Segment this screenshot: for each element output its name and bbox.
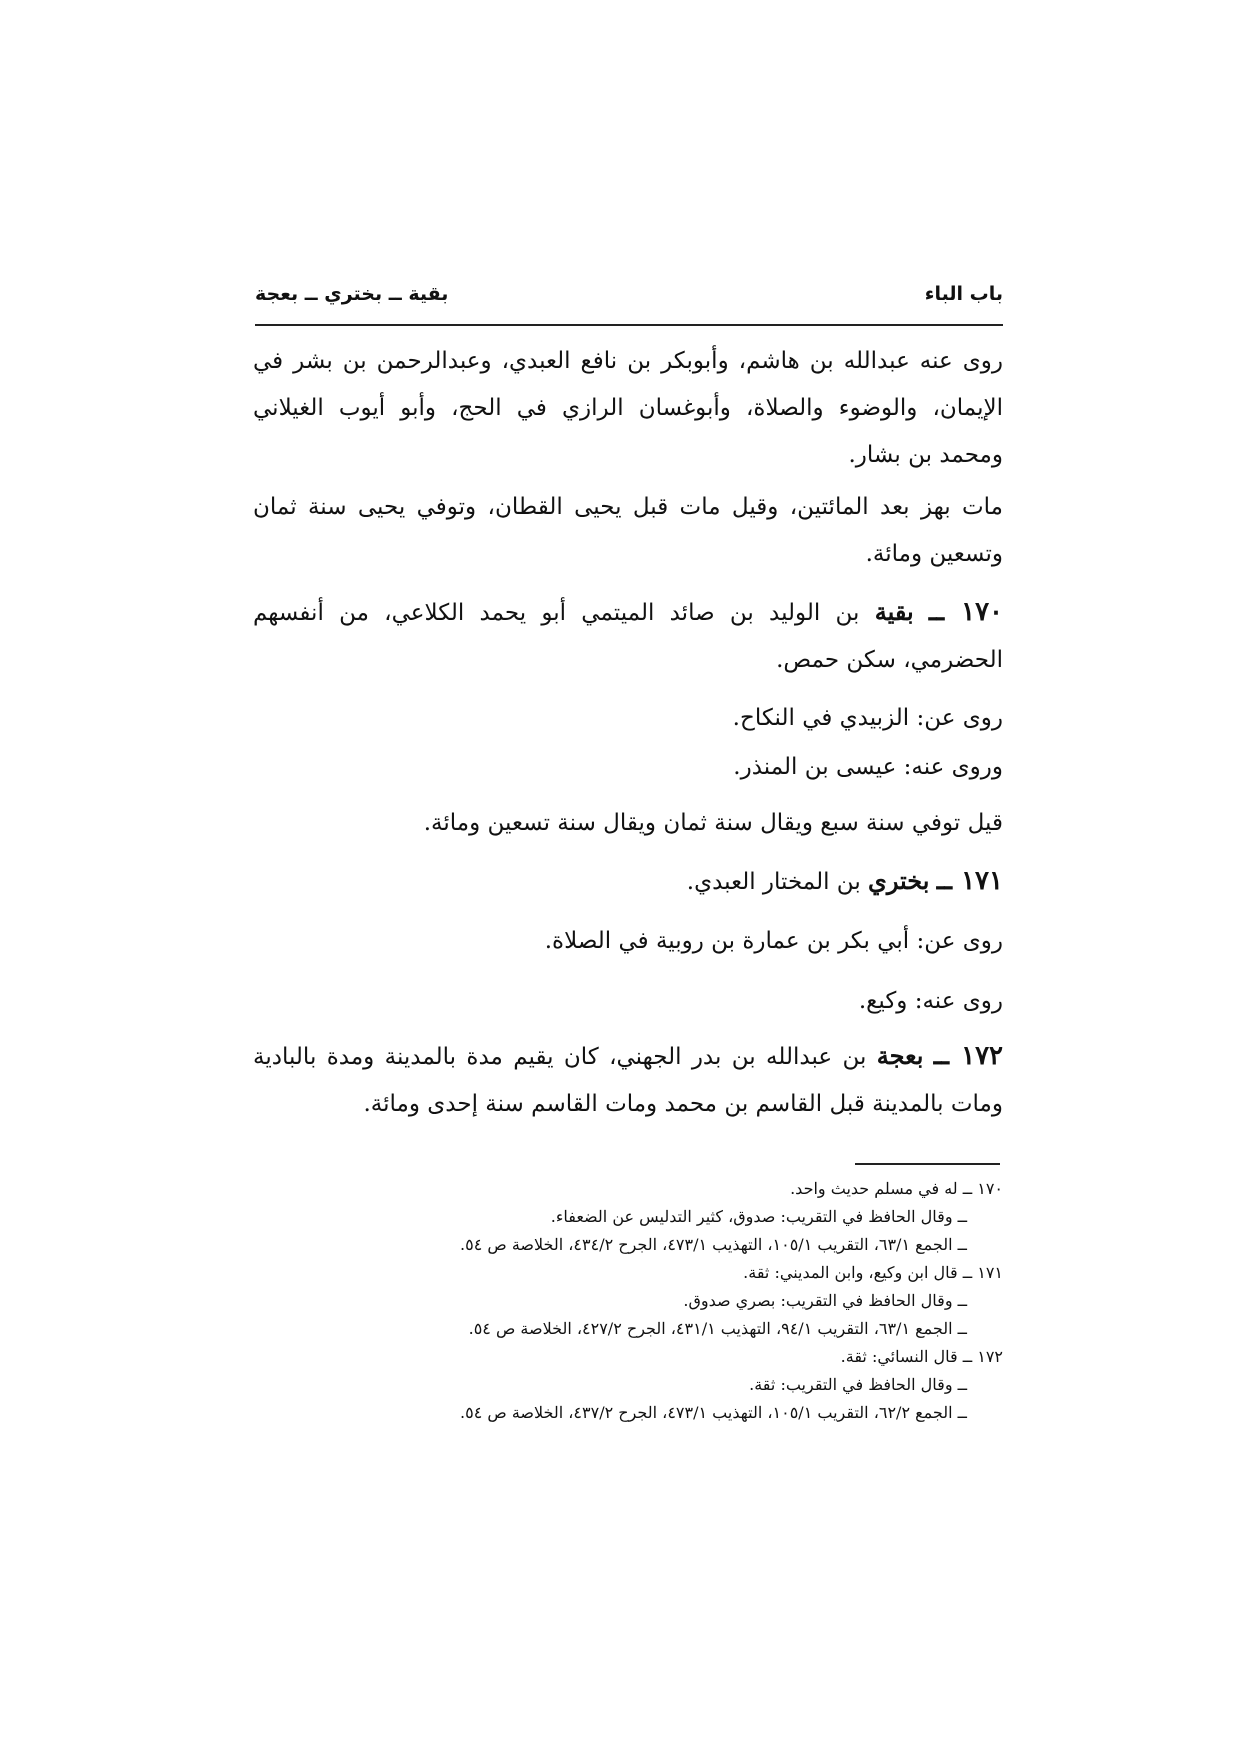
entry-number: ١٧٠ ــ bbox=[928, 597, 1004, 627]
entry-170-narrated-by: وروى عنه: عيسى بن المنذر. bbox=[733, 754, 1003, 780]
entry-171-narrated-from: روى عن: أبي بكر بن عمارة بن روبية في الصلاة. bbox=[544, 928, 1003, 954]
entry-171-narrated-by: روى عنه: وكيع. bbox=[858, 988, 1003, 1014]
running-header bbox=[255, 283, 1003, 323]
entry-number: ١٧١ ــ bbox=[936, 866, 1003, 896]
page-topic-title: بقية ــ بختري ــ بعجة bbox=[255, 283, 449, 305]
header-rule bbox=[255, 324, 1003, 326]
footnote-rule bbox=[855, 1163, 1000, 1165]
paragraph-narrators: روى عنه عبدالله بن هاشم، وأبوبكر بن نافع العبدي، وعبدالرحمن بن بشر في الإيمان، والوضوء والصلاة، وأبوغسان الرازي في الحج، وأبو أيوب الغيلاني ومحمد بن بشار. bbox=[253, 348, 1003, 468]
footnote-line: ــ وقال الحافظ في التقريب: ثقة. bbox=[749, 1375, 967, 1394]
entry-name: بختري bbox=[868, 866, 930, 895]
entry-number: ١٧٢ ــ bbox=[933, 1041, 1004, 1071]
paragraph-death-bahz: مات بهز بعد المائتين، وقيل مات قبل يحيى القطان، وتوفي يحيى سنة ثمان وتسعين ومائة. bbox=[253, 494, 1003, 567]
footnote-line: ــ وقال الحافظ في التقريب: صدوق، كثير التدليس عن الضعفاء. bbox=[550, 1207, 967, 1226]
entry-170-narrated-from: روى عن: الزبيدي في النكاح. bbox=[732, 705, 1003, 731]
footnote-line: ١٧٢ ــ قال النسائي: ثقة. bbox=[840, 1347, 1003, 1366]
footnote-line: ــ وقال الحافظ في التقريب: بصري صدوق. bbox=[683, 1291, 967, 1310]
footnotes bbox=[243, 1175, 1003, 1427]
footnote-line: ــ الجمع ٦٢/٢، التقريب ١٠٥/١، التهذيب ٤٧٣/١، الجرح ٤٣٧/٢، الخلاصة ص ٥٤. bbox=[460, 1403, 967, 1422]
entry-name: بعجة bbox=[876, 1041, 924, 1070]
entry-text: بن الوليد بن صائد الميتمي أبو يحمد الكلاعي، من أنفسهم الحضرمي، سكن حمص. bbox=[253, 600, 1003, 673]
footnote-line: ١٧١ ــ قال ابن وكيع، وابن المديني: ثقة. bbox=[743, 1263, 1003, 1282]
entry-text: بن المختار العبدي. bbox=[686, 869, 861, 895]
footnote-line: ــ الجمع ٦٣/١، التقريب ١٠٥/١، التهذيب ٤٧٣/١، الجرح ٤٣٤/٢، الخلاصة ص ٥٤. bbox=[460, 1235, 967, 1254]
footnote-line: ــ الجمع ٦٣/١، التقريب ٩٤/١، التهذيب ٤٣١/١، الجرح ٤٢٧/٢، الخلاصة ص ٥٤. bbox=[468, 1319, 967, 1338]
entry-171 bbox=[253, 857, 1003, 906]
chapter-title: باب الباء bbox=[924, 283, 1003, 305]
entry-text: بن عبدالله بن بدر الجهني، كان يقيم مدة بالمدينة ومدة بالبادية ومات بالمدينة قبل القاسم بن محمد ومات القاسم سنة إحدى ومائة. bbox=[253, 1044, 1003, 1117]
entry-172 bbox=[253, 1032, 1003, 1128]
footnote-line: ١٧٠ ــ له في مسلم حديث واحد. bbox=[790, 1179, 1003, 1198]
entry-170-death: قيل توفي سنة سبع ويقال سنة ثمان ويقال سنة تسعين ومائة. bbox=[423, 810, 1003, 836]
entry-170 bbox=[253, 588, 1003, 684]
entry-name: بقية bbox=[874, 597, 914, 626]
